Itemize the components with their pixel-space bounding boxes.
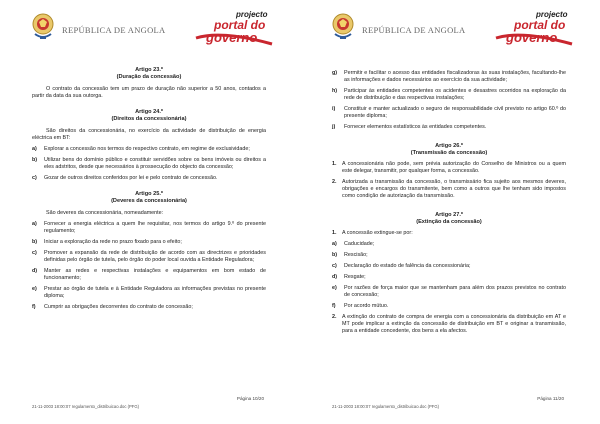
- article-number: Artigo 27.º: [435, 212, 463, 218]
- item-label: h): [332, 88, 338, 94]
- article-number: Artigo 25.º: [135, 191, 163, 197]
- page-number: Página 10/20: [236, 396, 264, 401]
- item-text: Resgate;: [344, 274, 366, 280]
- file-footer: 21-11-2003 18:00:07 regulamento_distribuicao.doc (PFG): [332, 404, 439, 409]
- item-label: a): [32, 146, 37, 152]
- item-text: Gozar de outros direitos conferidos por lei e pelo contrato de concessão.: [44, 175, 218, 181]
- list-item: [332, 70, 566, 84]
- item-label: b): [332, 252, 338, 258]
- list-item: [332, 88, 566, 102]
- list-item: [32, 221, 266, 235]
- item-text: Utilizar bens do domínio público e constituir servidões sobre os bens imóveis ou direitos a eles adstritos, desde que necessários à prossecução do objecto da concessão;: [44, 157, 266, 170]
- item-text: Explorar a concessão nos termos do respectivo contrato, em regime de exclusividade;: [44, 146, 250, 152]
- item-text: Por razões de força maior que se mantenham para além dos prazos previstos no contrato de concessão;: [344, 285, 566, 298]
- item-label: c): [332, 263, 337, 269]
- item-label: c): [32, 250, 37, 256]
- item-label: e): [32, 286, 37, 292]
- page-header: [328, 8, 574, 48]
- item-text: Declaração do estado de falência da concessionária;: [344, 263, 471, 269]
- file-footer: 21-11-2003 18:00:07 regulamento_distribuicao.doc (PFG): [32, 404, 139, 409]
- republic-title: REPÚBLICA DE ANGOLA: [362, 25, 466, 35]
- item-text: Iniciar a exploração da rede no prazo fixado para o efeito;: [44, 239, 182, 245]
- page-header: [28, 8, 274, 48]
- item-text: Autorizada a transmissão da concessão, o transmissário fica sujeito aos mesmos deveres, obrigações e encargos do transmitente, bem como a outros que lhe tenham sido impostos como condição de autorização da transmissão.: [342, 179, 566, 199]
- numbered-paragraph: [332, 179, 566, 200]
- svg-text:portal do: portal do: [214, 18, 266, 32]
- item-text: Prestar ao órgão de tutela e à Entidade Reguladora as informações previstas no presente diploma;: [44, 286, 266, 299]
- svg-text:projecto: projecto: [236, 10, 268, 19]
- page-number: Página 11/20: [537, 396, 564, 401]
- item-text: Manter as redes e respectivas instalações e equipamentos em bom estado de funcionamento;: [44, 268, 266, 281]
- portal-do-governo-logo: [492, 8, 574, 48]
- list-item: [332, 263, 566, 270]
- item-label: i): [332, 106, 336, 112]
- item-text: A concessão extingue-se por:: [342, 230, 413, 236]
- item-text: Promover a expansão da rede de distribuição de acordo com as directrizes e prioridades definidas pelo órgão de tutela, pelo órgão do poder local ouvida a Entidade Reguladora;: [44, 250, 266, 263]
- item-label: a): [332, 241, 337, 247]
- item-text: Cumprir as obrigações decorrentes do contrato de concessão;: [44, 304, 193, 310]
- item-text: Permitir e facilitar o acesso das entidades fiscalizadoras às suas instalações, facultando-lhe as informações e dados necessários ao exercício da sua actividade;: [344, 70, 566, 83]
- article-number: Artigo 23.º: [135, 67, 163, 73]
- page-body: [32, 58, 266, 311]
- list-item: [332, 124, 566, 131]
- item-text: Por acordo mútuo.: [344, 303, 389, 309]
- article-paragraph: São direitos da concessionária, no exercício da actividade de distribuição de energia eléctrica em BT:: [32, 128, 266, 141]
- list-item: [332, 274, 566, 281]
- article-heading: [332, 212, 566, 226]
- svg-text:portal do: portal do: [514, 18, 566, 32]
- article-subtitle: (Deveres da concessionária): [111, 198, 187, 204]
- article-paragraph: São deveres da concessionária, nomeadamente:: [46, 210, 164, 216]
- list-item: [32, 146, 266, 153]
- list-item: [332, 303, 566, 310]
- list-item: [32, 239, 266, 246]
- item-text: Participar às entidades competentes os acidentes e desastres ocorridos na exploração da rede de distribuição e das respectivas instalações;: [344, 88, 566, 101]
- list-item: [332, 241, 566, 248]
- item-label: f): [32, 304, 36, 310]
- item-label: 1.: [332, 161, 337, 167]
- item-text: Caducidade;: [344, 241, 375, 247]
- list-item: [32, 268, 266, 282]
- item-label: b): [32, 157, 38, 163]
- item-label: e): [332, 285, 337, 291]
- article-subtitle: (Direitos da concessionária): [111, 116, 187, 122]
- article-subtitle: (Extinção da concessão): [416, 219, 482, 225]
- angola-emblem-icon: [330, 10, 356, 42]
- numbered-paragraph: [332, 161, 566, 175]
- item-label: b): [32, 239, 38, 245]
- svg-text:governo: governo: [506, 30, 558, 45]
- list-item: [332, 106, 566, 120]
- svg-text:governo: governo: [206, 30, 258, 45]
- article-subtitle: (Duração da concessão): [116, 74, 182, 80]
- article-number: Artigo 26.º: [435, 143, 463, 149]
- list-item: [32, 286, 266, 300]
- document-page-right: [300, 0, 600, 424]
- item-label: 1.: [332, 230, 337, 236]
- list-item: [332, 285, 566, 299]
- list-item: [32, 304, 266, 311]
- item-label: 2.: [332, 314, 337, 320]
- article-heading: [32, 67, 266, 81]
- article-heading: [332, 143, 566, 157]
- item-label: c): [32, 175, 37, 181]
- portal-do-governo-logo: [192, 8, 274, 48]
- numbered-paragraph: [332, 230, 566, 237]
- item-label: j): [332, 124, 336, 130]
- item-label: d): [332, 274, 338, 280]
- angola-emblem-icon: [30, 10, 56, 42]
- item-label: d): [32, 268, 38, 274]
- item-text: Fornecer a energia eléctrica a quem lhe requisitar, nos termos do artigo 9.º do presente regulamento;: [44, 221, 266, 234]
- list-item: [32, 250, 266, 264]
- article-heading: [32, 109, 266, 123]
- numbered-paragraph: [332, 314, 566, 335]
- item-label: g): [332, 70, 338, 76]
- list-item: [32, 175, 266, 182]
- item-text: A extinção do contrato de compra de energia com a concessionária da distribuição em AT e MT pode implicar a extinção da concessão de distribuição em BT e originar a transmissão, para a entidade concedente, dos bens a ela afectos.: [342, 314, 566, 334]
- article-number: Artigo 24.º: [135, 109, 163, 115]
- list-item: [332, 252, 566, 259]
- page-body: [332, 66, 566, 335]
- item-label: 2.: [332, 179, 337, 185]
- article-paragraph: O contrato da concessão tem um prazo de duração não superior a 50 anos, contados a partir da data da sua outorga.: [32, 86, 266, 99]
- svg-text:projecto: projecto: [536, 10, 568, 19]
- item-label: f): [332, 303, 336, 309]
- item-text: Rescisão;: [344, 252, 368, 258]
- article-heading: [32, 191, 266, 205]
- item-label: a): [32, 221, 37, 227]
- item-text: Constituir e manter actualizado o seguro de responsabilidade civil previsto no artigo 60.º do presente diploma;: [344, 106, 566, 119]
- item-text: Fornecer elementos estatísticos às entidades competentes.: [344, 124, 487, 130]
- item-text: A concessionária não pode, sem prévia autorização do Conselho de Ministros ou a quem este delegar, transmitir, por qualquer forma, a concessão.: [342, 161, 566, 174]
- republic-title: REPÚBLICA DE ANGOLA: [62, 25, 166, 35]
- article-subtitle: (Transmissão da concessão): [410, 150, 488, 156]
- list-item: [32, 157, 266, 171]
